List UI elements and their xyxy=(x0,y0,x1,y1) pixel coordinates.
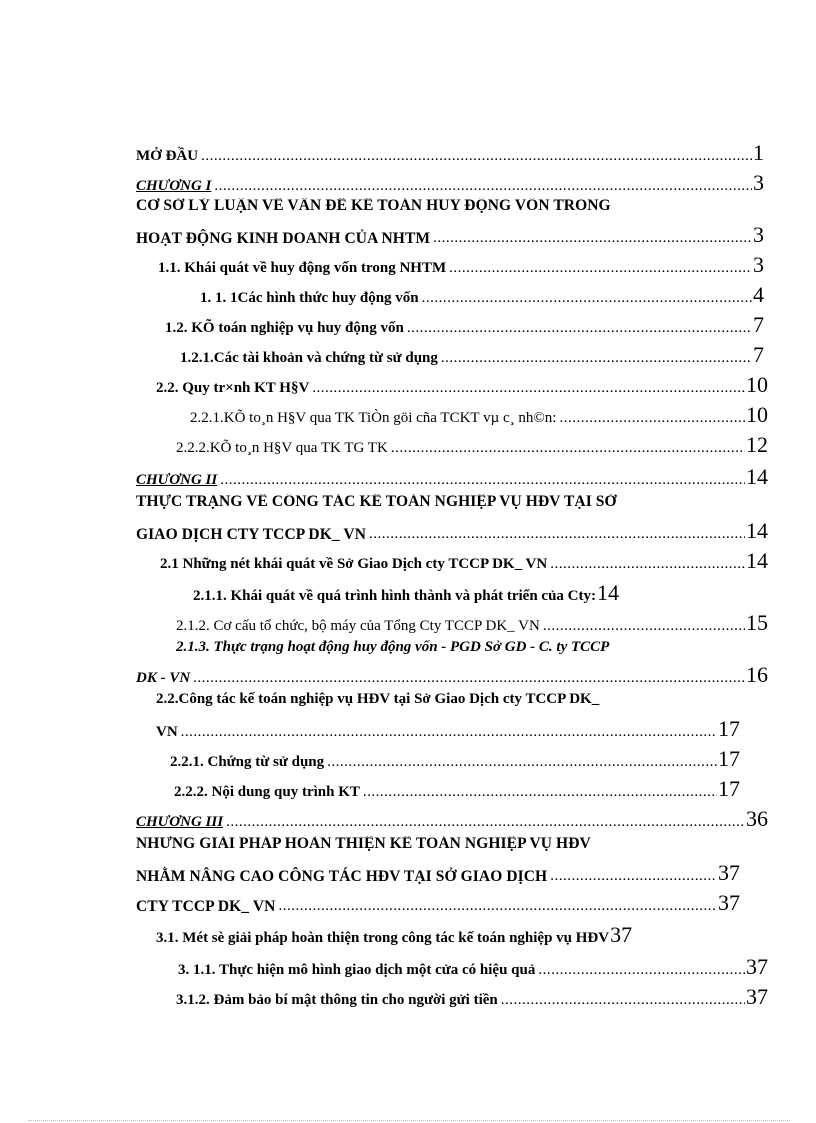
toc-page-number: 14 xyxy=(597,582,619,604)
toc-entry[interactable] xyxy=(165,314,764,336)
toc-entry-title: 3.1.2. Đảm bảo bí mật thông tin cho người gửi tiền xyxy=(176,992,498,1008)
toc-entry-title: 1.2.1.Các tài khoản và chứng từ sử dụng xyxy=(180,350,438,366)
toc-page-number: 37 xyxy=(746,956,768,978)
toc-entry-title: 2.1.1. Khái quát về quá trình hình thành và phát triển của Cty: xyxy=(193,588,596,604)
toc-entry-line1 xyxy=(156,692,768,707)
toc-entry-title: 1. 1. 1Các hình thức huy động vốn xyxy=(200,290,419,306)
toc-page-number: 3 xyxy=(753,224,764,246)
leader-dots xyxy=(190,671,745,686)
toc-page-number: 37 xyxy=(718,892,740,914)
toc-page-number: 17 xyxy=(718,718,740,740)
toc-entry-title: 1.2. KÕ toán nghiệp vụ huy động vốn xyxy=(165,320,404,336)
toc-entry-title: 2.1.2. Cơ cấu tổ chức, bộ máy của Tổng Cty TCCP DK_ VN xyxy=(176,618,540,634)
toc-entry-chuong-2-heading[interactable] xyxy=(136,520,768,542)
toc-entry-title: DK - VN xyxy=(136,670,191,686)
toc-page-number: 14 xyxy=(746,520,768,542)
toc-page-number: 37 xyxy=(746,986,768,1008)
toc-entry-title: 2.2. Quy tr×nh KT H§V xyxy=(156,380,310,396)
toc-page-number: 3 xyxy=(753,172,764,194)
toc-entry[interactable] xyxy=(156,718,740,740)
leader-dots xyxy=(446,261,752,276)
toc-entry[interactable] xyxy=(176,612,768,634)
toc-page-number: 7 xyxy=(753,344,764,366)
toc-page-number: 14 xyxy=(746,550,768,572)
toc-entry[interactable] xyxy=(193,582,768,604)
leader-dots xyxy=(309,381,745,396)
toc-entry-title: 2.2.1.KÕ to¸n H§V qua TK TiÒn göi cña TCKT vµ c¸ nh©n: xyxy=(190,410,557,426)
toc-entry-chuong-3-heading[interactable] xyxy=(136,862,740,884)
leader-dots xyxy=(556,411,745,426)
toc-entry[interactable] xyxy=(170,748,740,770)
toc-entry[interactable] xyxy=(136,664,768,686)
leader-dots xyxy=(535,963,745,978)
toc-entry-chuong-1[interactable] xyxy=(136,172,764,194)
leader-dots xyxy=(366,527,745,542)
leader-dots xyxy=(547,557,745,572)
toc-entry-title: 2.1 Những nét khái quát về Sở Giao Dịch cty TCCP DK_ VN xyxy=(160,556,548,572)
leader-dots xyxy=(404,321,752,336)
toc-page-number: 7 xyxy=(753,314,764,336)
leader-dots xyxy=(211,179,752,194)
chapter-heading-text: CƠ SỞ LÝ LUẬN VỀ VẤN ĐỀ KẾ TOÁN HUY ĐỘNG VỐN TRONG xyxy=(136,198,611,214)
toc-page-number: 37 xyxy=(610,924,633,946)
toc-page-number: 3 xyxy=(753,254,764,276)
chapter-label: CHƯƠNG III xyxy=(136,814,224,830)
leader-dots xyxy=(498,993,745,1008)
chapter-heading-text: NHỮNG GIẢI PHÁP HOÀN THIỆN KẾ TOÁN NGHIỆP VỤ HĐV xyxy=(136,836,591,852)
chapter-heading-text: THỰC TRẠNG VỀ CÔNG TÁC KẾ TOÁN NGHIỆP VỤ HĐV TẠI SỞ xyxy=(136,494,617,510)
toc-entry-title: 2.1.3. Thực trạng hoạt động huy động vốn - PGD Sở GD - C. ty TCCP xyxy=(176,640,610,655)
leader-dots xyxy=(198,149,752,164)
toc-entry[interactable] xyxy=(176,986,768,1008)
toc-entry[interactable] xyxy=(176,434,768,456)
toc-entry-title: 1.1. Khái quát về huy động vốn trong NHTM xyxy=(158,260,447,276)
toc-page-number: 16 xyxy=(746,664,768,686)
toc-entry-title: 3.1. Mét sè giải pháp hoàn thiện trong công tác kế toán nghiệp vụ HĐV xyxy=(156,930,610,946)
leader-dots xyxy=(223,815,745,830)
chapter-heading-line xyxy=(136,198,764,214)
toc-entry-title: 2.2.2.KÕ to¸n H§V qua TK TG TK xyxy=(176,440,388,456)
toc-page-number: 17 xyxy=(718,778,740,800)
leader-dots xyxy=(547,869,717,884)
leader-dots xyxy=(540,619,745,634)
toc-entry-title: 2.2.Công tác kế toán nghiệp vụ HĐV tại Sở Giao Dịch cty TCCP DK_ xyxy=(156,692,600,707)
chapter-heading-line xyxy=(136,836,768,852)
leader-dots xyxy=(388,441,745,456)
toc-entry[interactable] xyxy=(156,924,768,946)
toc-entry[interactable] xyxy=(174,778,740,800)
leader-dots xyxy=(419,291,752,306)
toc-entry-chuong-2[interactable] xyxy=(136,466,768,488)
toc-entry[interactable] xyxy=(190,404,768,426)
toc-page-number: 10 xyxy=(746,404,768,426)
toc-entry-title: VN xyxy=(156,724,178,740)
page-footer-rule xyxy=(28,1120,790,1121)
leader-dots xyxy=(430,231,752,246)
toc-entry-title: 3. 1.1. Thực hiện mô hình giao dịch một cửa có hiệu quả xyxy=(178,962,536,978)
toc-entry[interactable] xyxy=(180,344,764,366)
leader-dots xyxy=(438,351,752,366)
toc-page-number: 14 xyxy=(746,466,768,488)
toc-entry-line1 xyxy=(176,640,768,655)
chapter-label: CHƯƠNG II xyxy=(136,472,218,488)
toc-page-number: 10 xyxy=(746,374,768,396)
leader-dots xyxy=(360,785,717,800)
toc-page-number: 17 xyxy=(718,748,740,770)
toc-page-number: 37 xyxy=(718,862,740,884)
toc-page-number: 1 xyxy=(753,142,764,164)
chapter-heading-text: HOẠT ĐỘNG KINH DOANH CỦA NHTM xyxy=(136,229,431,246)
toc-entry[interactable] xyxy=(200,284,764,306)
toc-entry-title: 2.2.1. Chứng từ sử dụng xyxy=(170,754,325,770)
toc-entry-chuong-3-heading[interactable] xyxy=(136,892,740,914)
leader-dots xyxy=(178,725,717,740)
toc-entry-title: MỞ ĐẦU xyxy=(136,148,199,164)
chapter-heading-line xyxy=(136,494,768,510)
chapter-label: CHƯƠNG I xyxy=(136,178,212,194)
toc-page-number: 12 xyxy=(746,434,768,456)
toc-entry[interactable] xyxy=(156,374,768,396)
leader-dots xyxy=(275,899,717,914)
toc-entry-mo-dau[interactable] xyxy=(136,142,764,164)
chapter-heading-text: GIAO DỊCH CTY TCCP DK_ VN xyxy=(136,525,367,542)
toc-page-number: 4 xyxy=(753,284,764,306)
leader-dots xyxy=(324,755,717,770)
toc-entry-chuong-3[interactable] xyxy=(136,808,768,830)
toc-entry-title: 2.2.2. Nội dung quy trình KT xyxy=(174,784,360,800)
toc-entry-chuong-1-heading[interactable] xyxy=(136,224,764,246)
toc-entry[interactable] xyxy=(158,254,764,276)
toc-page-number: 36 xyxy=(746,808,768,830)
toc-page-number: 15 xyxy=(746,612,768,634)
toc-entry[interactable] xyxy=(178,956,768,978)
toc-entry[interactable] xyxy=(160,550,768,572)
leader-dots xyxy=(217,473,745,488)
chapter-heading-text: NHẰM NÂNG CAO CÔNG TÁC HĐV TẠI SỞ GIAO DỊCH xyxy=(136,867,548,884)
chapter-heading-text: CTY TCCP DK_ VN xyxy=(136,897,276,914)
